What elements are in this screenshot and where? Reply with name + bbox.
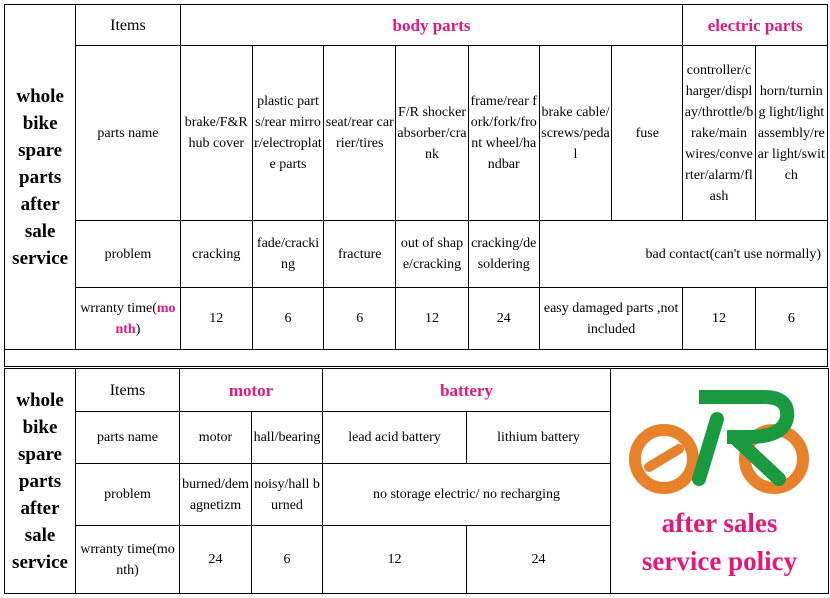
parts-name-label: parts name — [76, 46, 180, 221]
warranty-cell: 12 — [683, 288, 755, 350]
problem-cell: cracking — [180, 221, 252, 288]
part-cell: plastic parts/rear mirror/electroplate parts — [252, 46, 323, 221]
warranty-cell: 12 — [323, 526, 467, 594]
parts-name-label: parts name — [76, 412, 180, 464]
after-sales-logo-panel — [611, 369, 829, 594]
not-included-cell: easy damaged parts ,not included — [539, 288, 683, 350]
problem-cell: burned/demagnetizm — [180, 464, 252, 526]
part-cell: lead acid battery — [323, 412, 467, 464]
warranty-cell: 12 — [396, 288, 468, 350]
problem-cell: noisy/hall burned — [252, 464, 323, 526]
part-cell: controller/charger/display/throttle/brake/main wires/converter/alarm/flash — [683, 46, 755, 221]
policy-title-line1: after sales — [661, 508, 778, 538]
electric-problem-cell: bad contact(can't use normally) — [539, 221, 827, 288]
warranty-label-unit: month — [115, 300, 176, 337]
items-header: Items — [76, 5, 180, 46]
problem-cell: cracking/desoldering — [468, 221, 539, 288]
warranty-cell: 6 — [755, 288, 827, 350]
warranty-label-prefix: wrranty time( — [80, 300, 157, 316]
body-parts-header: body parts — [180, 5, 683, 46]
part-cell: brake/F&R hub cover — [180, 46, 252, 221]
problem-label: problem — [76, 221, 180, 288]
table-divider — [4, 349, 828, 367]
problem-cell: out of shape/cracking — [396, 221, 468, 288]
problem-cell: fracture — [324, 221, 396, 288]
warranty-cell: 12 — [180, 288, 252, 350]
bicycle-logo-icon — [629, 379, 809, 499]
warranty-table-body-electric — [4, 4, 828, 350]
part-cell: lithium battery — [467, 412, 611, 464]
part-cell: motor — [180, 412, 252, 464]
warranty-cell: 6 — [324, 288, 396, 350]
part-cell: frame/rear fork/fork/front wheel/handbar — [468, 46, 539, 221]
part-cell: F/R shocker absorber/crank — [396, 46, 468, 221]
part-cell: seat/rear carrier/tires — [324, 46, 396, 221]
warranty-cell: 24 — [468, 288, 539, 350]
warranty-cell: 24 — [180, 526, 252, 594]
warranty-cell: 6 — [252, 288, 323, 350]
warranty-table-motor-battery — [4, 368, 829, 594]
problem-cell: fade/cracking — [252, 221, 323, 288]
policy-title-line2: service policy — [641, 546, 798, 576]
items-header: Items — [76, 369, 180, 412]
problem-label: problem — [76, 464, 180, 526]
warranty-cell: 6 — [252, 526, 323, 594]
battery-header: battery — [323, 369, 611, 412]
electric-parts-header: electric parts — [683, 5, 828, 46]
part-cell: hall/bearing — [252, 412, 323, 464]
warranty-label: wrranty time(month) — [76, 526, 180, 594]
side-label: whole bike spare parts after sale service — [5, 5, 76, 350]
motor-header: motor — [180, 369, 323, 412]
warranty-cell: 24 — [467, 526, 611, 594]
warranty-label-suffix: ) — [135, 321, 141, 337]
battery-problem-cell: no storage electric/ no recharging — [323, 464, 611, 526]
part-cell: horn/turning light/light assembly/rear light/switch — [755, 46, 827, 221]
side-label: whole bike spare parts after sale service — [5, 369, 76, 594]
warranty-label — [76, 288, 180, 350]
part-cell: fuse — [612, 46, 683, 221]
part-cell: brake cable/screws/pedal — [539, 46, 611, 221]
